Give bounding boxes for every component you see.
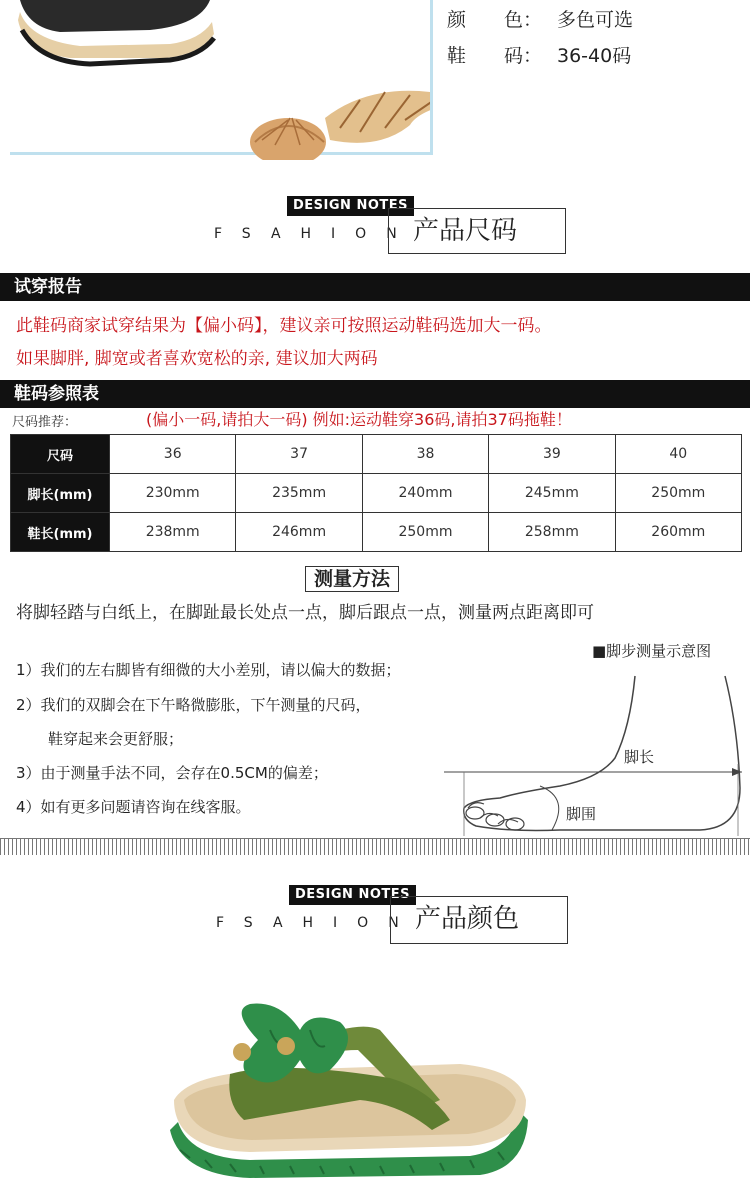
table-cell: 230mm	[110, 474, 236, 513]
section-title-box	[390, 896, 568, 944]
table-cell: 240mm	[362, 474, 488, 513]
table-row	[11, 474, 742, 513]
table-row	[11, 513, 742, 552]
toes-shape	[468, 803, 518, 824]
conch-shell-shape	[325, 91, 430, 143]
table-cell: 238mm	[110, 513, 236, 552]
measure-tip-4: 4）如有更多问题请咨询在线客服。	[16, 798, 251, 816]
size-recommend-label: 尺码推荐：	[12, 415, 78, 430]
product-specs	[447, 0, 633, 72]
table-cell: 235mm	[236, 474, 362, 513]
spec-color-value: 多色可选	[557, 8, 634, 31]
fashion-letters: FSAHION	[216, 915, 419, 931]
table-cell: 37	[236, 435, 362, 474]
spec-color-row	[447, 0, 633, 36]
table-cell: 39	[489, 435, 615, 474]
sandal-strap-shape	[20, 0, 210, 32]
spec-size-label: 鞋 码：	[447, 44, 543, 67]
foot-outline-shape	[464, 676, 740, 831]
table-cell: 250mm	[362, 513, 488, 552]
measure-tip-2-cont: 鞋穿起来会更舒服；	[48, 730, 184, 748]
table-row-header: 鞋长(mm)	[11, 513, 110, 552]
spec-size-row	[447, 36, 633, 72]
foot-length-label: 脚长	[624, 748, 655, 766]
table-row-header: 脚长(mm)	[11, 474, 110, 513]
product-photo-sandal-and-shells	[0, 0, 430, 160]
product-photo-green-sandal	[160, 1000, 540, 1183]
diagram-title: ■脚步测量示意图	[592, 642, 712, 660]
spec-color-label: 颜 色：	[447, 8, 543, 31]
table-cell: 258mm	[489, 513, 615, 552]
section-title: 产品尺码	[413, 216, 518, 246]
bead-right-shape	[277, 1037, 295, 1055]
bead-left-shape	[233, 1043, 251, 1061]
section-title-box	[388, 208, 566, 254]
trial-report-line-1: 此鞋码商家试穿结果为【偏小码】，建议亲可按照运动鞋码选加大一码。	[16, 316, 552, 336]
design-notes-tag: DESIGN NOTES	[289, 885, 416, 905]
table-cell: 260mm	[615, 513, 741, 552]
measure-subtitle: 将脚轻踏与白纸上，在脚趾最长处点一点，脚后跟点一点，测量两点距离即可	[16, 603, 594, 623]
design-notes-tag: DESIGN NOTES	[287, 196, 414, 216]
section-title: 产品颜色	[415, 904, 520, 934]
table-cell: 245mm	[489, 474, 615, 513]
size-recommend-note: (偏小一码,请拍大一码) 例如:运动鞋穿36码,请拍37码拖鞋！	[146, 410, 572, 429]
measure-tip-1: 1）我们的左右脚皆有细微的大小差别，请以偏大的数据；	[16, 661, 401, 679]
table-row-header: 尺码	[11, 435, 110, 474]
size-chart-header: 鞋码参照表	[0, 380, 750, 408]
foot-girth-arc	[540, 786, 559, 830]
ruler-divider	[0, 838, 750, 855]
scallop-shell-shape	[250, 118, 326, 160]
table-cell: 38	[362, 435, 488, 474]
foot-girth-label: 脚围	[566, 805, 597, 823]
table-cell: 250mm	[615, 474, 741, 513]
table-row	[11, 435, 742, 474]
section-header-size	[0, 196, 750, 266]
fashion-letters: FSAHION	[214, 226, 417, 242]
table-cell: 246mm	[236, 513, 362, 552]
trial-report-line-2: 如果脚胖, 脚宽或者喜欢宽松的亲, 建议加大两码	[16, 349, 378, 369]
measure-tip-3: 3）由于测量手法不同，会存在0.5CM的偏差；	[16, 764, 328, 782]
trial-report-header: 试穿报告	[0, 273, 750, 301]
measure-title: 测量方法	[305, 566, 399, 592]
measure-tip-2: 2）我们的双脚会在下午略微膨胀，下午测量的尺码，	[16, 696, 371, 714]
size-table	[10, 434, 742, 552]
table-cell: 36	[110, 435, 236, 474]
table-cell: 40	[615, 435, 741, 474]
spec-size-value: 36-40码	[557, 44, 632, 67]
section-header-color	[0, 885, 750, 955]
